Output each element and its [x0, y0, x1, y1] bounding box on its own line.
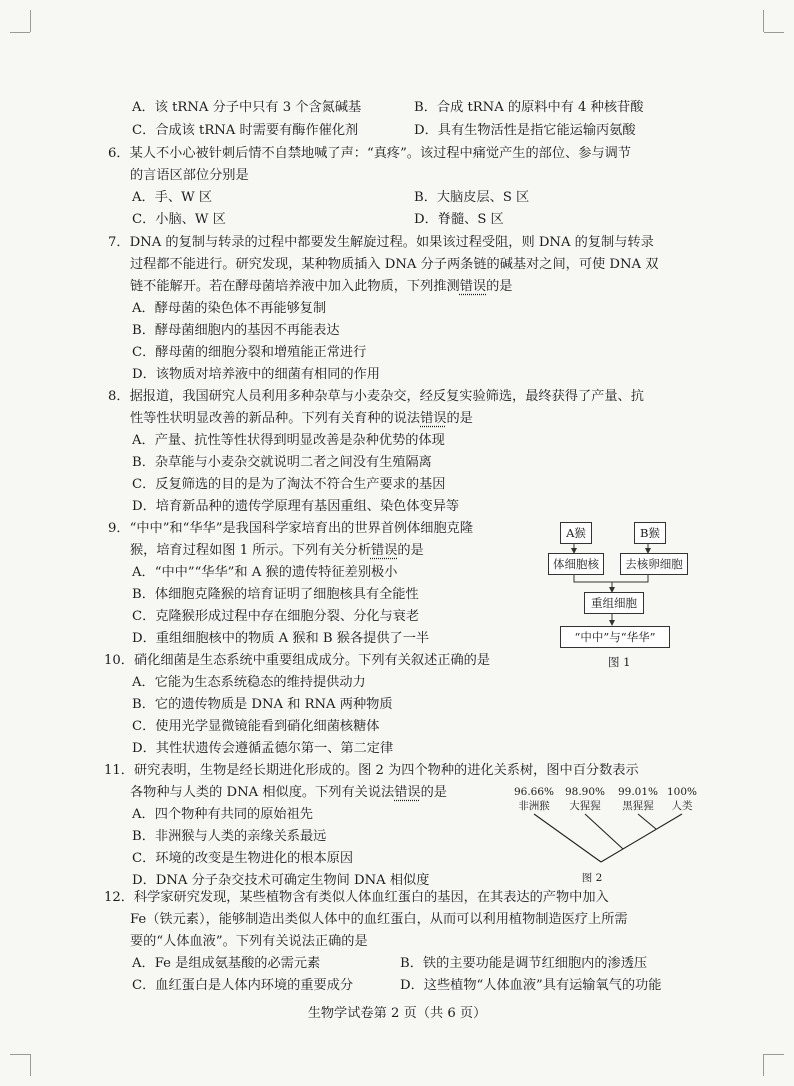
q12-option-a: A．Fe 是组成氨基酸的必需元素: [132, 956, 321, 971]
q7-stem-line3: 链不能解开。若在酵母菌培养液中加入此物质，下列推测错误的是: [130, 279, 513, 294]
tree-branch-gorilla: [585, 814, 623, 849]
figure-1-caption: 图 1: [608, 655, 631, 669]
figure-1: [540, 520, 690, 670]
q10-option-c: C．使用光学显微镜能看到硝化细菌核糖体: [132, 719, 380, 734]
q10-option-b: B．它的遗传物质是 DNA 和 RNA 两种物质: [132, 697, 393, 712]
species-label: 黑猩猩: [622, 800, 654, 812]
q12-option-d: D．这些植物“人体血液”具有运输氧气的功能: [400, 978, 662, 993]
crop-mark-bottom-right-h: [764, 1054, 784, 1055]
q10-option-a: A．它能为生态系统稳态的维持提供动力: [132, 675, 366, 690]
tree-branch-chimpanzee: [638, 814, 656, 829]
q6-option-d: D．脊髓、S 区: [414, 212, 504, 227]
q12-stem-line2: Fe（铁元素），能够制造出类似人体中的血红蛋白，从而可以利用植物制造医疗上所需: [130, 912, 628, 927]
species-label: 人类: [671, 800, 693, 812]
crop-mark-top-left-v: [30, 10, 31, 32]
q11-option-a: A．四个物种有共同的原始祖先: [132, 807, 313, 822]
monkey-a-box: A猴: [560, 522, 592, 544]
q7-option-a: A．酵母菌的染色体不再能够复制: [132, 301, 327, 316]
crop-mark-bottom-left-h: [10, 1054, 30, 1055]
percent-label: 100%: [666, 786, 698, 798]
q11-stem-line2: 各物种与人类的 DNA 相似度。下列有关说法错误的是: [130, 785, 447, 800]
q7-stem-line2: 过程都不能进行。研究发现，某种物质插入 DNA 分子两条链的碱基对之间，可使 DNA 双: [130, 257, 659, 272]
q5-option-d: D．具有生物活性是指它能运输丙氨酸: [414, 123, 636, 138]
crop-mark-top-right-v: [763, 10, 764, 32]
q11-stem-line1: 11．研究表明，生物是经长期进化形成的。图 2 为四个物种的进化关系树，图中百分数表示: [104, 763, 639, 778]
emphasis-wrong: 错误: [394, 785, 421, 800]
q9-stem-line1: 9．“中中”和“华华”是我国科学家培育出的世界首例体细胞克隆: [108, 521, 474, 536]
q7-option-d: D．该物质对培养液中的细菌有相同的作用: [132, 367, 380, 382]
percent-label: 96.66%: [513, 786, 555, 798]
figure-2-caption: 图 2: [581, 872, 603, 884]
emphasis-wrong: 错误: [370, 543, 398, 558]
q7-stem-line1: 7．DNA 的复制与转录的过程中都要发生解旋过程。如果该过程受阻，则 DNA 的复制与转录: [108, 235, 654, 250]
q8-stem-line1: 8．据报道，我国研究人员利用多种杂草与小麦杂交，经反复实验筛选，最终获得了产量、抗: [108, 389, 644, 404]
enucleated-egg-box: 去核卵细胞: [620, 553, 688, 575]
arrow-nucleus-to-recombinant: [574, 573, 612, 592]
result-box: “中中”与“华华”: [560, 626, 670, 648]
crop-mark-bottom-right-v: [763, 1054, 764, 1076]
q9-option-c: C．克隆猴形成过程中存在细胞分裂、分化与衰老: [132, 609, 420, 624]
q9-option-a: A．“中中”“华华”和 A 猴的遗传特征差别极小: [132, 565, 398, 580]
somatic-nucleus-box: 体细胞核: [548, 553, 604, 575]
q9-option-d: D．重组细胞核中的物质 A 猴和 B 猴各提供了一半: [132, 631, 430, 646]
q7-option-c: C．酵母菌的细胞分裂和增殖能正常进行: [132, 345, 367, 360]
q6-option-c: C．小脑、W 区: [132, 212, 226, 227]
page-footer: 生物学试卷第 2 页（共 6 页）: [307, 1006, 487, 1021]
q12-option-c: C．血红蛋白是人体内环境的重要成分: [132, 978, 354, 993]
q12-stem-line1: 12．科学家研究发现，某些植物含有类似人体血红蛋白的基因，在其表达的产物中加入: [104, 890, 609, 905]
q8-option-a: A．产量、抗性等性状得到明显改善是杂种优势的体现: [132, 433, 445, 448]
q8-option-c: C．反复筛选的目的是为了淘汰不符合生产要求的基因: [132, 477, 446, 492]
q8-option-d: D．培育新品种的遗传学原理有基因重组、染色体变异等: [132, 499, 460, 514]
crop-mark-bottom-left-v: [30, 1054, 31, 1076]
q6-option-a: A．手、W 区: [132, 190, 213, 205]
q12-option-b: B．铁的主要功能是调节红细胞内的渗透压: [400, 956, 648, 971]
q6-stem-line2: 的言语区部位分别是: [130, 168, 249, 183]
figure-2: [506, 784, 706, 884]
emphasis-wrong: 错误: [459, 279, 487, 294]
recombinant-cell-box: 重组细胞: [584, 592, 644, 614]
crop-mark-top-right-h: [764, 32, 784, 33]
monkey-b-box: B猴: [634, 522, 666, 544]
q5-option-c: C．合成该 tRNA 时需要有酶作催化剂: [132, 123, 359, 138]
tree-branch-african-monkey: [534, 814, 601, 862]
q11-option-d: D．DNA 分子杂交技术可确定生物间 DNA 相似度: [132, 873, 430, 888]
q5-option-b: B．合成 tRNA 的原料中有 4 种核苷酸: [414, 100, 644, 115]
q7-option-b: B．酵母菌细胞内的基因不再能表达: [132, 323, 340, 338]
q11-option-b: B．非洲猴与人类的亲缘关系最远: [132, 829, 327, 844]
q10-option-d: D．其性状遗传会遵循孟德尔第一、第二定律: [132, 741, 394, 756]
q9-stem-line2: 猴，培育过程如图 1 所示。下列有关分析错误的是: [130, 543, 424, 558]
species-label: 非洲猴: [518, 800, 550, 812]
q9-option-b: B．体细胞克隆猴的培育证明了细胞核具有全能性: [132, 587, 419, 602]
q12-stem-line3: 要的“人体血液”。下列有关说法正确的是: [130, 934, 368, 949]
q8-option-b: B．杂草能与小麦杂交就说明二者之间没有生殖隔离: [132, 455, 432, 470]
percent-label: 99.01%: [617, 786, 659, 798]
q6-stem-line1: 6．某人不小心被针刺后情不自禁地喊了声：“真疼”。该过程中痛觉产生的部位、参与调节: [108, 146, 631, 161]
crop-mark-top-left-h: [10, 32, 30, 33]
q5-option-a: A．该 tRNA 分子中只有 3 个含氮碱基: [132, 100, 362, 115]
q11-option-c: C．环境的改变是生物进化的根本原因: [132, 851, 354, 866]
emphasis-wrong: 错误: [420, 411, 447, 426]
q10-stem: 10．硝化细菌是生态系统中重要组成成分。下列有关叙述正确的是: [104, 653, 491, 668]
species-label: 大猩猩: [569, 800, 601, 812]
percent-label: 98.90%: [564, 786, 606, 798]
q8-stem-line2: 性等性状明显改善的新品种。下列有关育种的说法错误的是: [130, 411, 473, 426]
tree-trunk: [601, 814, 682, 862]
q6-option-b: B．大脑皮层、S 区: [414, 190, 530, 205]
